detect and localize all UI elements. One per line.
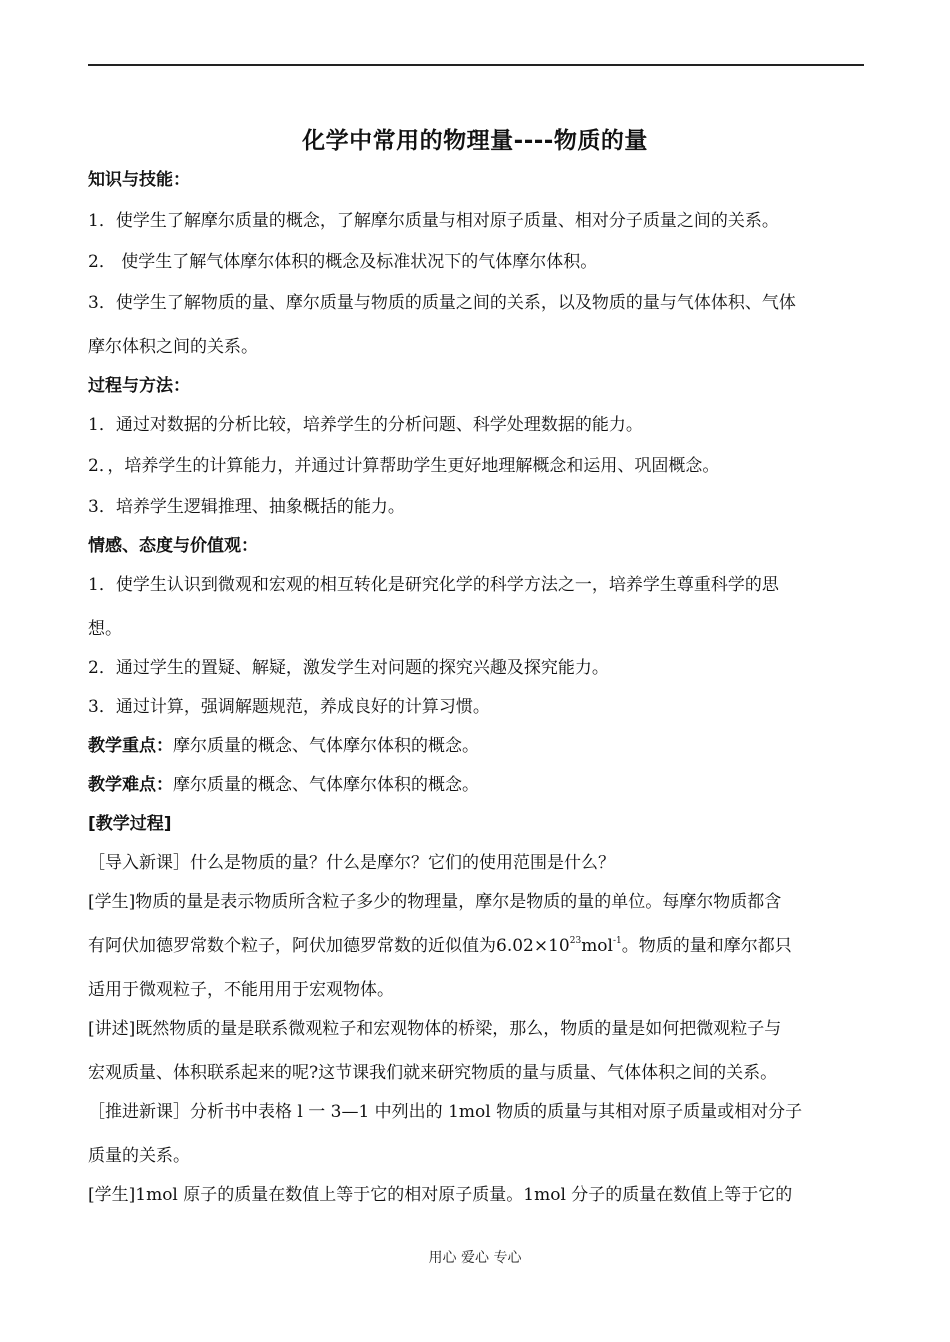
section-heading-knowledge: 知识与技能：	[88, 170, 190, 190]
procedure-intro: ［导入新课］什么是物质的量？什么是摩尔？它们的使用范围是什么？	[88, 853, 615, 873]
key-point-label: 教学重点：	[88, 736, 173, 756]
attitude-item-2: 2．通过学生的置疑、解疑，激发学生对问题的探究兴趣及探究能力。	[88, 658, 609, 678]
process-item-2: 2．，培养学生的计算能力，并通过计算帮助学生更好地理解概念和运用、巩固概念。	[88, 456, 720, 476]
knowledge-item-2: 2． 使学生了解气体摩尔体积的概念及标准状况下的气体摩尔体积。	[88, 252, 598, 272]
section-heading-procedure: [教学过程]	[88, 814, 172, 834]
key-point	[88, 732, 864, 760]
process-item-3: 3．培养学生逻辑推理、抽象概括的能力。	[88, 497, 405, 517]
difficult-point	[88, 771, 864, 799]
lecture-line-1: [讲述]既然物质的量是联系微观粒子和宏观物体的桥梁，那么，物质的量是如何把微观粒子与	[88, 1019, 782, 1039]
attitude-item-1: 1．使学生认识到微观和宏观的相互转化是研究化学的科学方法之一，培养学生尊重科学的思	[88, 575, 779, 595]
header-rule	[88, 64, 864, 66]
difficult-point-text: 摩尔质量的概念、气体摩尔体积的概念。	[173, 775, 479, 795]
knowledge-item-3-cont: 摩尔体积之间的关系。	[88, 337, 258, 357]
student-answer-1-line3: 适用于微观粒子，不能用用于宏观物体。	[88, 980, 394, 1000]
lecture-line-2: 宏观质量、体积联系起来的呢?这节课我们就来研究物质的量与质量、气体体积之间的关系。	[88, 1063, 778, 1083]
document-body	[88, 166, 864, 1209]
student-answer-1-text-b: 。物质的量和摩尔都只	[621, 936, 792, 956]
section-heading-process: 过程与方法：	[88, 376, 190, 396]
process-item-1: 1．通过对数据的分析比较，培养学生的分析问题、科学处理数据的能力。	[88, 415, 643, 435]
unit-mol: mol	[581, 936, 613, 956]
exponent-23: 23	[569, 936, 582, 946]
page-footer: 用心 爱心 专心	[428, 1250, 522, 1266]
knowledge-item-3: 3．使学生了解物质的量、摩尔质量与物质的质量之间的关系，以及物质的量与气体体积、气体	[88, 293, 796, 313]
document-title: 化学中常用的物理量----物质的量	[302, 128, 648, 154]
student-answer-2: [学生]1mol 原子的质量在数值上等于它的相对原子质量。1mol 分子的质量在数值上等于它的	[88, 1185, 793, 1205]
advance-line-1: ［推进新课］分析书中表格 l 一 3—1 中列出的 1mol 物质的质量与其相对原子质量或相对分子	[88, 1102, 803, 1122]
exponent-minus-1: -1	[612, 936, 622, 946]
section-heading-attitude: 情感、态度与价值观：	[88, 536, 258, 556]
attitude-item-1-cont: 想。	[88, 619, 122, 639]
attitude-item-3: 3．通过计算，强调解题规范，养成良好的计算习惯。	[88, 697, 490, 717]
student-answer-1-line2	[88, 932, 864, 960]
student-answer-1-line1: [学生]物质的量是表示物质所含粒子多少的物理量，摩尔是物质的量的单位。每摩尔物质都含	[88, 892, 782, 912]
student-answer-1-text-a: 有阿伏加德罗常数个粒子，阿伏加德罗常数的近似值为6.02×10	[88, 936, 570, 956]
difficult-point-label: 教学难点：	[88, 775, 173, 795]
knowledge-item-1: 1．使学生了解摩尔质量的概念，了解摩尔质量与相对原子质量、相对分子质量之间的关系。	[88, 211, 779, 231]
advance-line-2: 质量的关系。	[88, 1146, 190, 1166]
key-point-text: 摩尔质量的概念、气体摩尔体积的概念。	[173, 736, 479, 756]
